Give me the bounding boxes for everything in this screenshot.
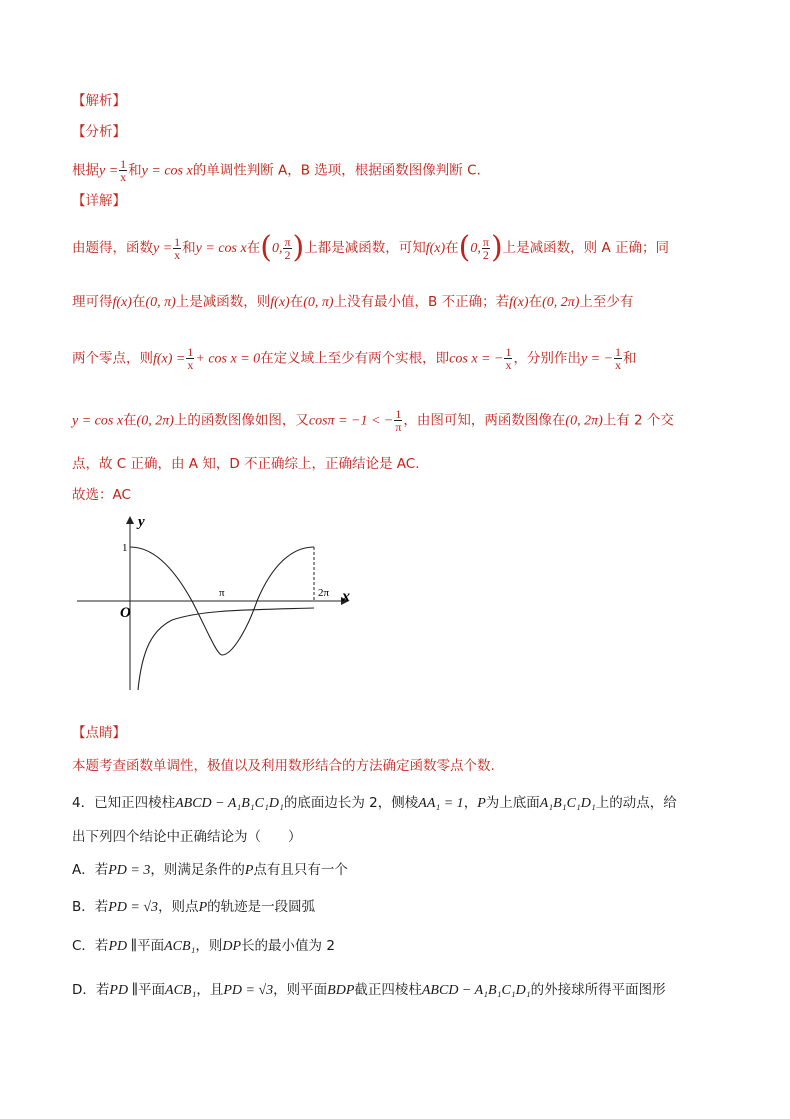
analysis-post: 的单调性判断 A，B 选项，根据函数图像判断 C. [192, 162, 481, 179]
q4-option-b: B．若PD = √3，则点P的轨迹是一段圆弧 [72, 899, 316, 915]
label-2pi: 2π [318, 587, 330, 599]
heading-fenxi: 【分析】 [72, 124, 126, 140]
label-origin: O [120, 605, 131, 621]
heading-jiexi: 【解析】 [72, 93, 126, 109]
math-y: y = [99, 163, 119, 179]
detail-line-1: 由题得，函数y = $\frac{1}{x}$ 和y = cos x在(0, $\frac{\pi}{2}$ )上都是减函数，可知f(x)在(0, $\frac{\pi}{2}$ )上是减函数，则 A 正确；同 [72, 230, 669, 265]
math-cos: y = cos x [141, 163, 193, 179]
label-one: 1 [122, 542, 128, 554]
heading-dianjing: 【点睛】 [72, 725, 126, 741]
answer-line: 故选：AC [72, 487, 131, 503]
heading-xiangjie: 【详解】 [72, 193, 126, 209]
function-graph [72, 510, 372, 695]
detail-line-2: 理可得f(x)在(0, π)上是减函数，则f(x)在(0, π)上没有最小值，B 不正确；若f(x)在(0, 2π)上至少有 [72, 294, 634, 310]
label-x: x [342, 588, 350, 605]
label-pi: π [219, 587, 225, 599]
q4-option-c: C．若PD ∥平面ACB₁，则DP长的最小值为 2 [72, 938, 335, 954]
analysis-pre: 根据 [72, 162, 99, 179]
neg-reciprocal-curve [138, 608, 314, 690]
label-y: y [138, 514, 145, 530]
q4-option-d: D．若PD ∥平面ACB₁，且PD = √3，则平面BDP截正四棱柱ABCD − A₁B₁C₁D₁的外接球所得平面图形 [72, 982, 666, 998]
q4-option-a: A．若PD = 3，则满足条件的P点有且只有一个 [72, 862, 348, 878]
detail-line-5: 点，故 C 正确，由 A 知，D 不正确综上，正确结论是 AC. [72, 456, 420, 472]
q4-line-2: 出下列四个结论中正确结论为（ ） [72, 829, 302, 845]
summary-line: 本题考查函数单调性，极值以及利用数形结合的方法确定函数零点个数. [72, 758, 495, 774]
detail-line-4: y = cos x在(0, 2π)上的函数图像如图，又cosπ = −1 < − $\frac{1}{\pi}$ ，由图可知，两函数图像在(0, 2π)上有 2 个交 [72, 407, 674, 434]
detail-line-3: 两个零点，则f(x) = $\frac{1}{x}$ + cos x = 0在定义域上至少有两个实根，即cos x = − $\frac{1}{x}$ ，分别作出y = − $\frac{1}{x}$ 和 [72, 345, 637, 372]
q4-line-1: 4．已知正四棱柱ABCD − A₁B₁C₁D₁的底面边长为 2，侧棱AA₁ = 1，P为上底面A₁B₁C₁D₁上的动点，给 [72, 795, 677, 811]
analysis-line [72, 158, 481, 183]
analysis-and: 和 [128, 162, 142, 179]
frac-1-x: $\frac{1}{x}$ [120, 157, 127, 184]
